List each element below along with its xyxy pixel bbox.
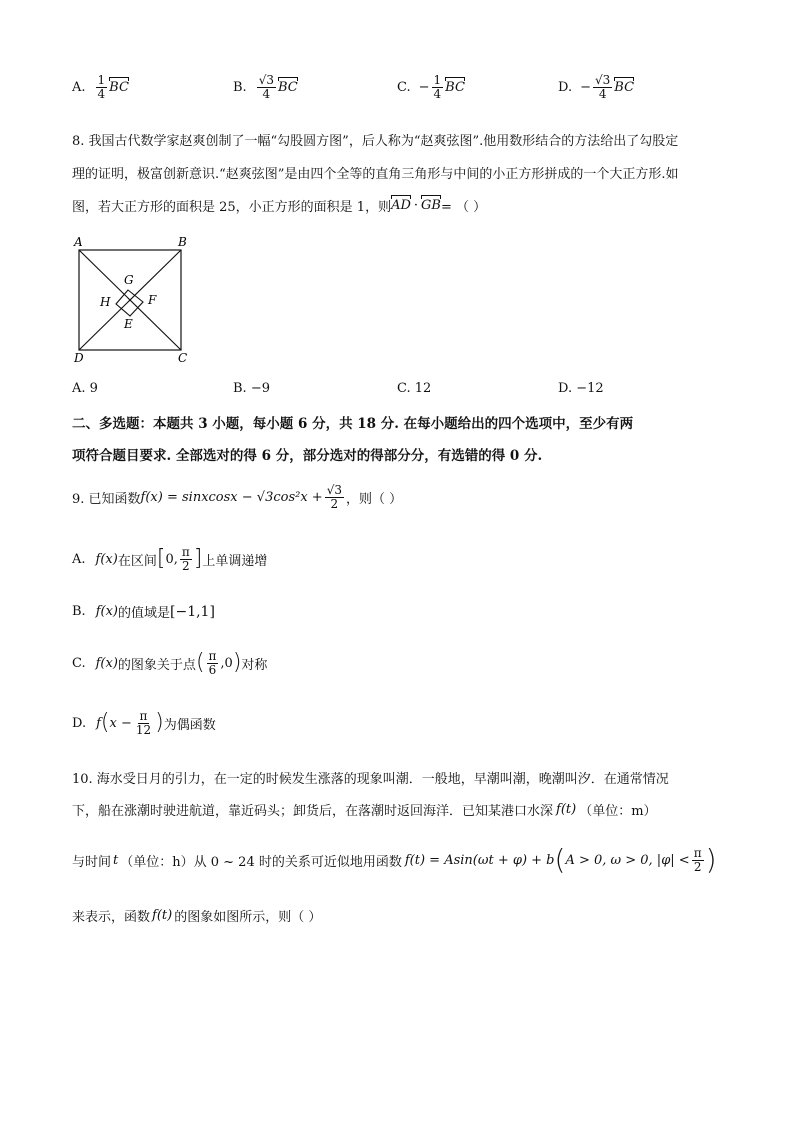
option-label: B. <box>233 79 247 95</box>
fraction: $\frac{\pi}{12}$ <box>135 709 152 737</box>
q9-stem: 9. 已知函数 f(x) = sinxcosx − √3cos²x + $\frac{√3}{2}$ ，则（ ） <box>72 483 403 511</box>
option-label: C. <box>397 79 411 95</box>
q9-option-d: D. f ( x − $\frac{\pi}{12}$ ) 为偶函数 <box>72 709 216 737</box>
option-label: D. <box>558 79 573 95</box>
small-square <box>116 290 143 316</box>
fraction: $\frac{√3}{4}$ <box>258 73 274 101</box>
fraction: $\frac{√3}{4}$ <box>595 73 611 101</box>
fraction: $\frac{1}{4}$ <box>97 73 106 101</box>
left-paren: ( <box>100 710 110 736</box>
label-f: F <box>148 293 157 307</box>
option-label: A. <box>72 551 86 567</box>
zhao-shuang-figure <box>68 232 198 366</box>
q10-line3: 与时间 t （单位：h）从 0 ~ 24 时的关系可近似地用函数 f(t) = Asin(ωt + φ) + b ( A > 0, ω > 0, |φ| < $\frac{\pi}{2}$ ) <box>72 843 717 876</box>
minus-sign: − <box>580 79 591 95</box>
right-paren: ) <box>232 650 242 676</box>
q8-line1: 8. 我国古代数学家赵爽创制了一幅“勾股圆方图”，后人称为“赵爽弦图”.他用数形结合的方法给出了勾股定 <box>72 134 679 149</box>
vector-gb: GB <box>421 198 441 213</box>
q8-option-a: A. 9 <box>72 381 98 396</box>
q7-option-a <box>72 74 129 100</box>
label-e: E <box>124 317 133 331</box>
label-g: G <box>124 273 134 287</box>
minus-sign: − <box>418 79 430 95</box>
left-paren: ( <box>554 843 566 876</box>
q10-line4: 来表示，函数 f(t) 的图象如图所示，则（ ） <box>72 908 322 925</box>
range-interval: [−1,1] <box>170 603 215 620</box>
q7-option-d <box>558 74 634 100</box>
vector-bc: BC <box>614 79 635 95</box>
label-a: A <box>74 235 83 249</box>
q8-option-c: C. 12 <box>397 381 432 396</box>
left-paren: ( <box>195 650 205 676</box>
label-b: B <box>178 235 187 249</box>
q8-line2: 理的证明，极富创新意识.“赵爽弦图”是由四个全等的直角三角形与中间的小正方形拼成的一个大正方形.如 <box>72 167 679 182</box>
q10-line1: 10. 海水受日月的引力，在一定的时候发生涨落的现象叫潮．一般地，早潮叫潮，晚潮叫汐．在通常情况 <box>72 772 669 787</box>
q9-option-b: B. f(x) 的值域是 [−1,1] <box>72 603 215 621</box>
fraction: $\frac{\pi}{2}$ <box>181 545 190 573</box>
label-c: C <box>178 351 188 365</box>
fraction: $\frac{\pi}{6}$ <box>208 649 217 677</box>
dot-operator: · <box>413 198 419 213</box>
fraction: $\frac{√3}{2}$ <box>326 483 342 511</box>
q7-option-b <box>233 74 298 100</box>
q9-option-a: A. f(x) 在区间 [ 0, $\frac{\pi}{2}$ ] 上单调递增 <box>72 545 268 573</box>
q9-option-c: C. f(x) 的图象关于点 ( $\frac{\pi}{6}$ ,0 ) 对称 <box>72 649 268 677</box>
model-function: f(t) = Asin(ωt + φ) + b <box>404 852 555 868</box>
fraction: $\frac{1}{4}$ <box>433 73 442 101</box>
vector-ad: AD <box>391 198 411 213</box>
right-bracket: ] <box>193 546 203 572</box>
parameter-conditions: A > 0, ω > 0, |φ| < <box>565 852 690 868</box>
option-label: B. <box>72 604 86 619</box>
vector-bc: BC <box>109 79 129 95</box>
section2-heading-line1: 二、多选题：本题共 3 小题，每小题 6 分，共 18 分. 在每小题给出的四个选项中，至少有两 <box>72 416 634 432</box>
option-label: D. <box>72 715 87 731</box>
vector-bc: BC <box>277 79 298 95</box>
label-h: H <box>100 295 111 309</box>
label-d: D <box>74 351 84 365</box>
fraction: $\frac{\pi}{2}$ <box>693 845 702 874</box>
q8-line3: 图，若大正方形的面积是 25，小正方形的面积是 1，则 AD · GB = （ ） <box>72 198 487 215</box>
left-bracket: [ <box>156 546 166 572</box>
section2-heading-line2: 项符合题目要求. 全部选对的得 6 分，部分选对的得部分分，有选错的得 0 分. <box>72 448 543 464</box>
right-paren: ) <box>155 710 164 736</box>
function-expression: f(x) = sinxcosx − √3cos²x + <box>140 489 323 505</box>
q10-line2: 下，船在涨潮时驶进航道，靠近码头；卸货后，在落潮时返回海洋．已知某港口水深 f(t) （单位：m） <box>72 802 657 819</box>
right-paren: ) <box>705 843 717 876</box>
vector-bc: BC <box>445 79 465 95</box>
q7-option-c <box>397 74 465 100</box>
q8-option-d: D. −12 <box>558 381 604 396</box>
option-label: C. <box>72 655 86 671</box>
option-label: A. <box>72 79 86 95</box>
q8-option-b: B. −9 <box>233 381 270 396</box>
